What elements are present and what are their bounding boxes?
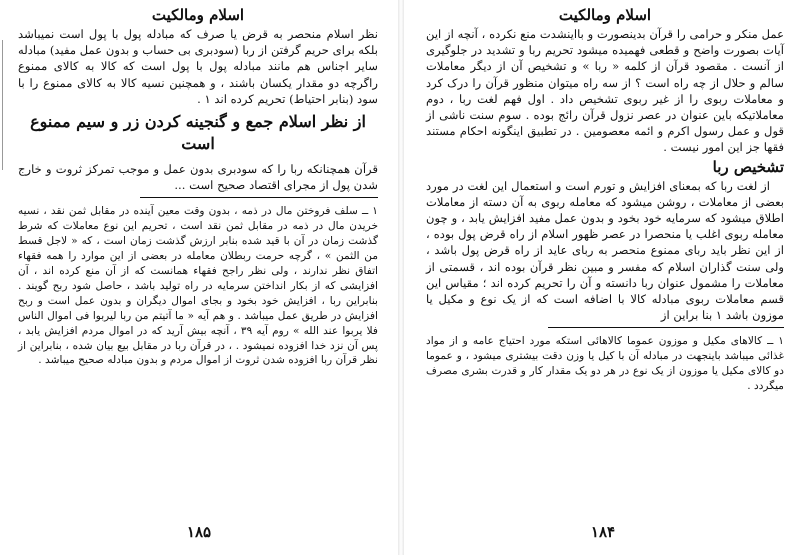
- right-page-number: ۱۸۴: [590, 523, 616, 541]
- left-paragraph-mid: قرآن همچنانکه ربا را که سودبری بدون عمل و موجب تمرکز ثروت و خارج شدن پول از مجرای اقتصاد صحیح است ...: [18, 162, 378, 193]
- right-footnote-rule: [548, 327, 784, 328]
- left-footnote: ۱ ــ سلف فروختن مال در ذمه ، بدون وقت معین آینده در مقابل ثمن نقد ، نسیه خریدن مال در ذمه در مقابل ثمن نقد است ، تحریم این نوع معاملات که شرط گذشت زمان در آن با قید شده بنابر ارزش گذشت زمان است ، که « لاجل قسط من الثمن » ، گرچه حرمت ربطلان معامله در بعضی از این موارد را همه فقهاء اتفاق نظر ندارند ، ولی نظر راجح فقهاء همانست که از آن منع کرده اند ، آن افزایشی که از بکار انداختن سرمایه در راه تولید باشد ، حاصل شود ربح گویند . بنابراین ربا ، افزایش خود بخود و بجای اموال دیگران و بدون عمل است و ربح افزایش در طریق عمل میباشد . و هم آیه « ما آتیتم من ربا لیربوا فی اموال الناس فلا یربوا عند الله » روم آیه ۳۹ ، آنچه بیش آرید که در اموال مردم افزایش یابد ، پس آن نزد خدا افزوده نمیشود . ، در قرآن ربا در مقابل بیع بیان شده ، بنابراین از نظر قرآن ربا افزوده شدن ثروت از اموال مردم و بدون مبادله صحیح میباشد .: [18, 205, 378, 367]
- left-section-heading: از نظر اسلام جمع و گنجینه کردن زر و سیم ممنوع است: [30, 112, 366, 154]
- right-running-header: اسلام ومالکیت: [558, 6, 652, 24]
- right-page: [404, 0, 802, 555]
- right-paragraph-mid: از لغت ربا که بمعنای افزایش و تورم است و استعمال این لغت در مورد بعضی از معاملات ، روشن میشود که معامله ربوی به آن دسته از معاملات اطلاق میشود که سرمایه خود بخود و بدون عمل مفید افزایش یابد ، و چون معامله ربوی اغلب یا منحصرا در عصر ظهور اسلام از راه قرض پول بوده ، از این نظر باید ربای ممنوع منحصر به ربای عاید از راه قرض پول باشد ، ولی سنت گذاران اسلام که مفسر و مبین نظر قرآن بوده اند ، قسمتی از معاملات را مشمول عنوان ربا دانسته و آن را تحریم کرده اند ؛ مقیاس این قسم معاملات ربوی مبادله کالا با اضافه است که از یک نوع و مکیل یا موزون باشد ۱ بنا براین از: [426, 178, 784, 323]
- left-running-header: اسلام ومالکیت: [151, 6, 245, 24]
- left-page: [0, 0, 398, 555]
- right-paragraph-top: عمل منکر و حرامی را قرآن بدینصورت و بااینشدت منع نکرده ، آنچه از این آیات بصورت واضح و قطعی فهمیده میشود تحریم ربا و تشدید در جلوگیری از آنست . مقصود قرآن از کلمه « ربا » و تشخیص آن از دیگر معاملات سالم و حلال از چه راه است ؟ از سه راه میتوان منظور قرآن را درک کرد و معاملات ربوی را از غیر ربوی تشخیص داد . اول فهم لغت ربا ، دوم معاملاتیکه باین عنوان در عصر نزول قرآن رائج بوده . سوم سنت ناشی از قول و عمل رسول اکرم و ائمه معصومین . در تطبیق اینگونه احکام مستند فقها جز این امور نیست .: [426, 27, 784, 155]
- left-page-number: ۱۸۵: [186, 523, 212, 541]
- page-edge-mark: [2, 40, 7, 170]
- right-footnote: ۱ ــ کالاهای مکیل و موزون عموما کالاهائی استکه مورد احتیاج عامه و از مواد غذائی میباشد باینجهت در مبادله آن با کیل یا وزن دقت بیشتری میشود ، و عموما دو کالای مکیل یا موزون از یک نوع در هر دو یک مقدار کار و قدرت بشری مصرف میگردد .: [426, 335, 784, 393]
- right-subheading: تشخیص ربا: [712, 157, 784, 176]
- left-paragraph-top: نظر اسلام منحصر به قرض یا صرف که مبادله پول با پول است نمیباشد بلکه برای حریم گرفتن از ربا (سودبری بی حساب و بدون عمل مفید) مبادله سایر اجناس هم مانند مبادله پول با پول است که کالا به کالای ممنوع راگرچه دو مقدار یکسان باشند ، و همچنین نسیه کالا به کالای ممنوع را با سود (بنابر احتیاط) تحریم کرده اند ۱ .: [18, 27, 378, 106]
- left-footnote-rule: [140, 197, 378, 198]
